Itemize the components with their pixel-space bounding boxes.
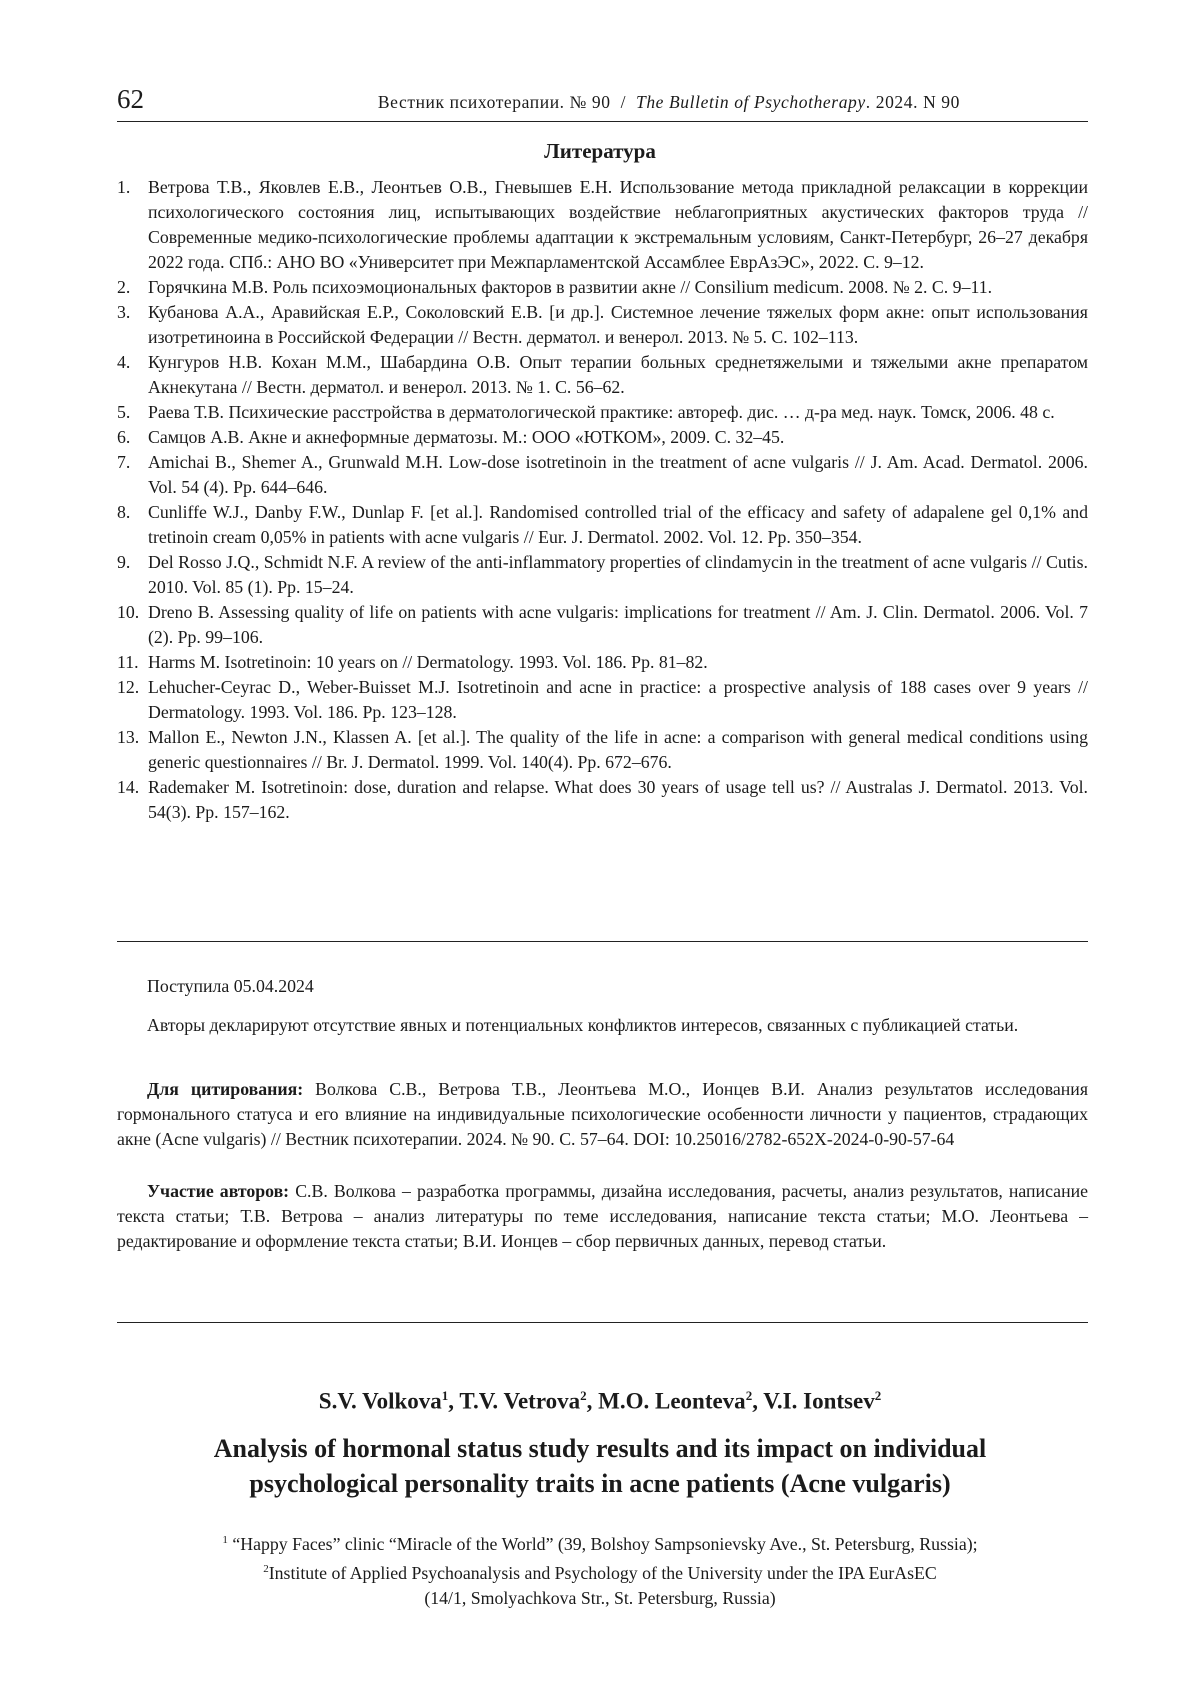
reference-number: 12. <box>117 677 140 697</box>
affiliation-mark: 2 <box>263 1562 269 1575</box>
references-title: Литература <box>544 139 656 163</box>
reference-number: 4. <box>117 352 131 372</box>
reference-number: 13. <box>117 727 140 747</box>
english-title <box>150 1431 1050 1501</box>
author-affiliation-mark: 1 <box>441 1388 449 1403</box>
reference-text: Rademaker M. Isotretinoin: dose, duration and relapse. What does 30 years of usage tell us? // Australas J. Dermatol. 2013. Vol. 54(3). Pp. 157–162. <box>148 777 1088 822</box>
journal-title-en: The Bulletin of Psychotherapy <box>635 92 866 112</box>
affiliations <box>0 1528 1200 1611</box>
header-rule <box>117 121 1088 122</box>
citation-block <box>117 1077 1088 1152</box>
reference-number: 14. <box>117 777 140 797</box>
author-name: S.V. Volkova <box>318 1388 442 1414</box>
reference-text: Cunliffe W.J., Danby F.W., Dunlap F. [et al.]. Randomised controlled trial of the efficacy and safety of adapalene gel 0,1% and tretinoin cream 0,05% in patients with acne vulgaris // Eur. J. Dermatol. 2002. Vol. 12. Pp. 350–354. <box>148 502 1088 547</box>
reference-text: Кунгуров Н.В. Кохан М.М., Шабардина О.В. Опыт терапии больных среднетяжелыми и тяжелыми акне препаратом Акнекутана // Вестн. дерматол. и венерол. 2013. № 1. С. 56–62. <box>148 352 1088 397</box>
reference-number: 1. <box>117 177 131 197</box>
journal-title-ru: Вестник психотерапии. № 90 <box>377 92 611 112</box>
reference-number: 9. <box>117 552 131 572</box>
reference-text: Dreno B. Assessing quality of life on patients with acne vulgaris: implications for treatment // Am. J. Clin. Dermatol. 2006. Vol. 7 (2). Pp. 99–106. <box>148 602 1088 647</box>
running-title <box>378 91 960 113</box>
affiliation-line <box>0 1557 1200 1586</box>
reference-text: Кубанова А.А., Аравийская Е.Р., Соколовский Е.В. [и др.]. Системное лечение тяжелых форм акне: опыт использования изотретиноина в Российской Федерации // Вестн. дерматол. и венерол. 2013. № 5. С. 102–113. <box>148 302 1088 347</box>
author-name: V.I. Iontsev <box>763 1388 875 1414</box>
reference-item <box>117 300 1088 350</box>
reference-item <box>117 725 1088 775</box>
contribution-block <box>117 1179 1088 1254</box>
author-separator: , <box>586 1388 599 1414</box>
reference-item <box>117 600 1088 650</box>
reference-number: 2. <box>117 277 131 297</box>
running-header <box>117 84 1088 118</box>
affiliation-line <box>0 1528 1200 1557</box>
reference-number: 11. <box>117 652 139 672</box>
reference-number: 5. <box>117 402 131 422</box>
reference-item <box>117 500 1088 550</box>
reference-item <box>117 650 1088 675</box>
received-date: Поступила 05.04.2024 <box>147 976 314 996</box>
reference-text: Горячкина М.В. Роль психоэмоциональных факторов в развитии акне // Consilium medicum. 2008. № 2. С. 9–11. <box>148 277 993 297</box>
citation-text: Волкова С.В., Ветрова Т.В., Леонтьева М.О., Ионцев В.И. Анализ результатов исследования гормонального статуса и его влияние на индивидуальные психологические особенности личности у пациентов, страдающих акне (Acne vulgaris) // Вестник психотерапии. 2024. № 90. С. 57–64. DOI: 10.25016/2782-652X-2024-0-90-57-64 <box>117 1079 1088 1149</box>
author-separator: , <box>752 1388 764 1414</box>
author-separator: , <box>448 1388 460 1414</box>
author-affiliation-mark: 2 <box>745 1388 753 1403</box>
reference-item <box>117 675 1088 725</box>
author-name: M.O. Leonteva <box>598 1388 746 1414</box>
reference-text: Раева Т.В. Психические расстройства в дерматологической практике: автореф. дис. … д-ра мед. наук. Томск, 2006. 48 с. <box>148 402 1055 422</box>
reference-item <box>117 450 1088 500</box>
reference-text: Harms M. Isotretinoin: 10 years on // Dermatology. 1993. Vol. 186. Pp. 81–82. <box>148 652 708 672</box>
author-affiliation-mark: 2 <box>580 1388 587 1403</box>
affiliation-mark: 1 <box>222 1534 228 1546</box>
reference-item <box>117 175 1088 275</box>
reference-item <box>117 275 1088 300</box>
affiliation-text: “Happy Faces” clinic “Miracle of the World” (39, Bolshoy Sampsonievsky Ave., St. Petersburg, Russia); <box>227 1533 978 1554</box>
reference-number: 10. <box>117 602 140 622</box>
reference-number: 6. <box>117 427 131 447</box>
reference-text: Самцов А.В. Акне и акнеформные дерматозы. М.: ООО «ЮТКОМ», 2009. С. 32–45. <box>148 427 785 447</box>
reference-text: Amichai B., Shemer A., Grunwald M.H. Low-dose isotretinoin in the treatment of acne vulgaris // J. Am. Acad. Dermatol. 2006. Vol. 54 (4). Pp. 644–646. <box>148 452 1088 497</box>
section-divider <box>117 941 1088 942</box>
author-affiliation-mark: 2 <box>874 1388 882 1403</box>
english-authors <box>0 1382 1200 1416</box>
contribution-text: С.В. Волкова – разработка программы, дизайна исследования, расчеты, анализ результатов, написание текста статьи; Т.В. Ветрова – анализ литературы по теме исследования, написание текста статьи; М.О. Леонтьева – редактирование и оформление текста статьи; В.И. Ионцев – сбор первичных данных, перевод статьи. <box>117 1181 1088 1251</box>
reference-item <box>117 425 1088 450</box>
reference-number: 7. <box>117 452 131 472</box>
reference-item <box>117 775 1088 825</box>
reference-text: Del Rosso J.Q., Schmidt N.F. A review of the anti-inflammatory properties of clindamycin in the treatment of acne vulgaris // Cutis. 2010. Vol. 85 (1). Pp. 15–24. <box>148 552 1088 597</box>
reference-text: Ветрова Т.В., Яковлев Е.В., Леонтьев О.В., Гневышев Е.Н. Использование метода прикладной релаксации в коррекции психологического состояния лиц, испытывающих воздействие неблагоприятных акустических факторов труда // Современные медико-психологические проблемы адаптации к экстремальным условиям, Санкт-Петербург, 26–27 декабря 2022 года. СПб.: АНО ВО «Университет при Межпарламентской Ассамблее ЕврАзЭС», 2022. С. 9–12. <box>148 177 1088 272</box>
title-separator: / <box>620 92 627 112</box>
affiliation-line: (14/1, Smolyachkova Str., St. Petersburg, Russia) <box>424 1587 776 1608</box>
references-list <box>117 175 1088 825</box>
reference-item <box>117 550 1088 600</box>
reference-text: Mallon E., Newton J.N., Klassen A. [et al.]. The quality of the life in acne: a comparison with general medical conditions using generic questionnaires // Br. J. Dermatol. 1999. Vol. 140(4). Pp. 672–676. <box>148 727 1088 772</box>
reference-text: Lehucher-Ceyrac D., Weber-Buisset M.J. Isotretinoin and acne in practice: a prospective analysis of 188 cases over 9 years // Dermatology. 1993. Vol. 186. Pp. 123–128. <box>148 677 1088 722</box>
reference-item <box>117 400 1088 425</box>
english-title-line: psychological personality traits in acne patients (Acne vulgaris) <box>249 1469 951 1498</box>
english-title-line: Analysis of hormonal status study results and its impact on individual <box>213 1434 987 1463</box>
journal-issue-en: . 2024. N 90 <box>865 92 960 112</box>
page-number: 62 <box>117 84 144 114</box>
conflict-statement: Авторы декларируют отсутствие явных и потенциальных конфликтов интересов, связанных с публикацией статьи. <box>147 1015 1019 1035</box>
reference-number: 8. <box>117 502 131 522</box>
section-divider <box>117 1322 1088 1323</box>
reference-number: 3. <box>117 302 131 322</box>
affiliation-text: Institute of Applied Psychoanalysis and Psychology of the University under the IPA EurAsEC <box>268 1562 937 1583</box>
reference-item <box>117 350 1088 400</box>
author-name: T.V. Vetrova <box>459 1388 581 1414</box>
contribution-label: Участие авторов: <box>147 1181 290 1201</box>
citation-label: Для цитирования: <box>147 1079 304 1099</box>
